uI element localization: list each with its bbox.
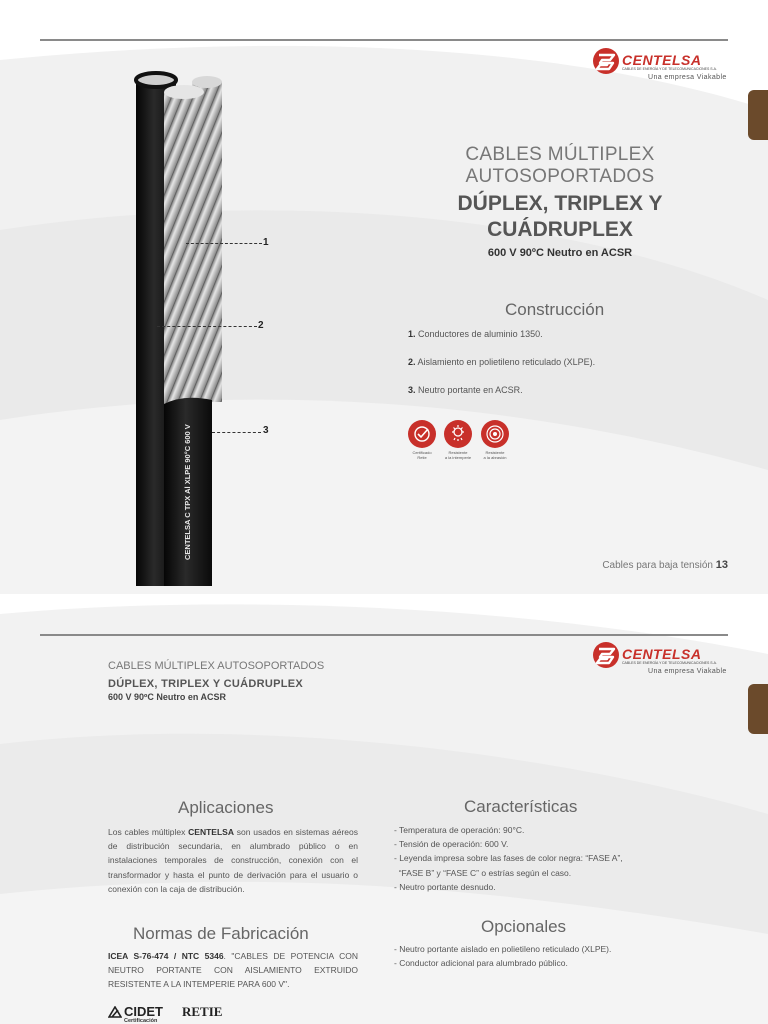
construction-item [408, 329, 543, 339]
construction-item-number: 1. [408, 329, 416, 339]
logo-wordmark: CENTELSA [622, 52, 702, 68]
callout-number-1: 1 [263, 237, 269, 248]
construction-item-text: Aislamiento en polietileno reticulado (XLPE). [417, 357, 596, 367]
page-header-line-3: 600 V 90ºC Neutro en ACSR [108, 692, 226, 702]
callout-line-1 [186, 243, 262, 244]
retie-label: RETIE [182, 1004, 223, 1019]
footer-text: Cables para baja tensión [602, 560, 713, 571]
opcionales-list [394, 942, 694, 970]
top-rule [40, 634, 728, 636]
construction-item-text: Neutro portante en ACSR. [418, 385, 523, 395]
list-item: “FASE B” y “FASE C” o estrías según el caso. [394, 867, 572, 878]
aplicaciones-brand: CENTELSA [188, 827, 234, 837]
catalog-page-14 [0, 594, 768, 1024]
product-title-line-2: AUTOSOPORTADOS [465, 166, 655, 187]
construction-item [408, 385, 523, 395]
list-item: - Conductor adicional para alumbrado público. [394, 958, 568, 969]
top-rule [40, 39, 728, 41]
aplicaciones-text [108, 825, 358, 896]
construction-heading: Construcción [505, 300, 605, 319]
section-tab[interactable] [748, 90, 768, 140]
icon-caption-line: Retie [417, 455, 427, 460]
construction-item-number: 2. [408, 357, 416, 367]
aplicaciones-text-part: son usados en sistemas aéreos de distribución secundaria, en alumbrado público o en instalaciones temporales de construcción, conexión con el transformador y hasta el punto de derivación para el usuario o conexión con la caja de distribución. [108, 827, 358, 894]
cable-product-image [128, 70, 238, 586]
page-number: 13 [715, 559, 728, 571]
logo-subtitle: CABLES DE ENERGÍA Y DE TELECOMUNICACIONES S.A. [622, 661, 717, 665]
icon-caption [402, 450, 442, 460]
cidet-sublabel: Certificación [124, 1018, 158, 1024]
list-item: - Leyenda impresa sobre las fases de color negra: “FASE A”, [394, 853, 623, 864]
section-tab[interactable] [748, 684, 768, 734]
icon-caption-line: Resistente [448, 450, 468, 455]
callout-number-2: 2 [258, 320, 264, 331]
callout-number-3: 3 [263, 425, 269, 436]
callout-line-2 [157, 326, 257, 327]
page-footer [602, 559, 728, 571]
aplicaciones-heading: Aplicaciones [178, 798, 274, 817]
cable-print-text: CENTELSA C TPX Al XLPE 90°C 600 V [183, 424, 192, 560]
list-item: - Neutro portante desnudo. [394, 881, 496, 892]
construction-item-number: 3. [408, 385, 416, 395]
icon-caption [475, 450, 515, 460]
list-item: - Temperatura de operación: 90°C. [394, 825, 525, 835]
caracteristicas-list [394, 823, 694, 894]
caracteristicas-heading: Características [464, 797, 578, 816]
abrasion-icon [481, 420, 509, 448]
normas-heading: Normas de Fabricación [133, 924, 309, 943]
product-title-line-1: CABLES MÚLTIPLEX [465, 144, 655, 165]
product-title-line-4: CUÁDRUPLEX [487, 218, 633, 241]
cidet-logo-icon [108, 1006, 122, 1018]
construction-item [408, 357, 595, 367]
logo-subtitle: CABLES DE ENERGÍA Y DE TELECOMUNICACIONES S.A. [622, 67, 717, 71]
icon-caption-line: Resistente [485, 450, 505, 455]
list-item: - Tensión de operación: 600 V. [394, 839, 509, 850]
centelsa-logo [592, 640, 732, 680]
aplicaciones-text-part: Los cables múltiplex [108, 827, 189, 837]
page-header-line-2: DÚPLEX, TRIPLEX Y CUÁDRUPLEX [108, 678, 304, 690]
normas-code: ICEA S-76-474 / NTC 5346 [108, 951, 224, 961]
page-header-line-1: CABLES MÚLTIPLEX AUTOSOPORTADOS [108, 660, 325, 672]
centelsa-logo-mark-icon [592, 640, 620, 670]
centelsa-logo [592, 46, 732, 86]
logo-tagline: Una empresa Viakable [648, 668, 727, 675]
logo-wordmark: CENTELSA [622, 646, 702, 662]
sun-weather-icon [444, 420, 472, 448]
callout-line-3 [212, 432, 261, 433]
normas-description: . "CABLES DE POTENCIA CON NEUTRO PORTANTE CON AISLAMIENTO EXTRUIDO RESISTENTE A LA INTEMPERIE PARA 600 V". [108, 951, 358, 990]
opcionales-heading: Opcionales [481, 917, 567, 936]
normas-text [108, 949, 358, 992]
icon-caption [438, 450, 478, 460]
logo-tagline: Una empresa Viakable [648, 74, 727, 81]
icon-caption-line: a la intemperie [444, 455, 472, 460]
product-subtitle: 600 V 90ºC Neutro en ACSR [487, 247, 633, 259]
centelsa-logo-mark-icon [592, 46, 620, 76]
icon-caption-line: Certificado [412, 450, 432, 455]
icon-caption-line: a la abrasión [483, 455, 507, 460]
construction-item-text: Conductores de aluminio 1350. [418, 329, 543, 339]
product-title-line-3: DÚPLEX, TRIPLEX Y [457, 192, 663, 215]
check-certificate-icon [408, 420, 436, 448]
list-item: - Neutro portante aislado en polietileno reticulado (XLPE). [394, 944, 612, 954]
cidet-label: CIDET [124, 1004, 163, 1019]
